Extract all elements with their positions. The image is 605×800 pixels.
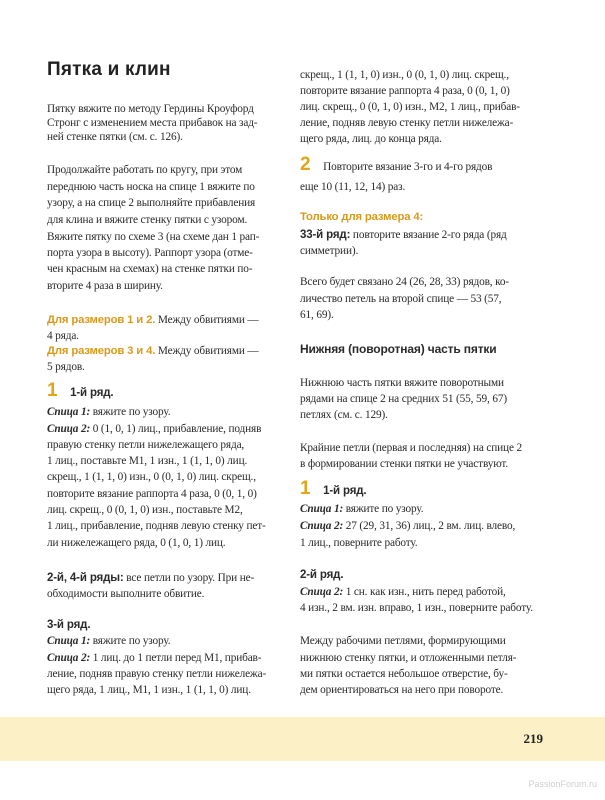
text-line: повторите вязание раппорта 4 раза, 0 (0, 1, 0) xyxy=(47,488,257,500)
needle-label: Спица 1: xyxy=(47,406,91,418)
row-text: все петли по узору. При не- xyxy=(123,572,255,584)
text-line: щего ряда, 1 лиц., М1, 1 изн., 1 (1, 1, 0) лиц. xyxy=(47,684,251,696)
row-title: 1-й ряд. xyxy=(70,387,114,399)
step-number: 1 xyxy=(47,380,58,401)
needle-label: Спица 1: xyxy=(300,503,344,515)
needle-text: 1 лиц. до 1 петли перед М1, прибав- xyxy=(90,652,262,664)
text-line: 4 изн., 2 вм. изн. вправо, 1 изн., поверните работу. xyxy=(300,602,533,614)
text-line: Нижнюю часть пятки вяжите поворотными xyxy=(300,377,504,389)
row-2-title: 2-й ряд. xyxy=(300,569,344,581)
text-line: еще 10 (11, 12, 14) раз. xyxy=(300,181,406,193)
text-line: в формировании стенки пятки не участвуют. xyxy=(300,458,508,470)
row-3-title: 3-й ряд. xyxy=(47,619,91,631)
needle-2-line xyxy=(47,422,261,436)
text-line: 1 лиц., поставьте М1, 1 изн., 1 (1, 1, 0) лиц. xyxy=(47,455,248,467)
watermark: PassionForum.ru xyxy=(528,779,597,789)
needle-1-line xyxy=(300,502,423,516)
sizes-3-4-line xyxy=(47,344,259,358)
text-line: нижнюю стенку пятки, и отложенными петля- xyxy=(300,652,517,664)
text-line: лиц. скрещ., 0 (0, 1, 0) изн., М2, 1 лиц., прибав- xyxy=(300,101,520,113)
needle-text: вяжите по узору. xyxy=(90,635,171,647)
needle-1-line xyxy=(47,405,170,419)
step-1-heading xyxy=(300,478,367,499)
row-3-needle-1 xyxy=(47,634,170,648)
footer-band xyxy=(0,717,605,761)
text-line: Вяжите пятку по схеме 3 (на схеме дан 1 рап- xyxy=(47,231,260,243)
text-line: вторите 4 раза в ширину. xyxy=(47,280,163,292)
text-line: повторите вязание раппорта 4 раза, 0 (0, 1, 0) xyxy=(300,85,510,97)
text-line: ление, подняв левую стенку петли нижележа- xyxy=(300,117,514,129)
needle-text: вяжите по узору. xyxy=(343,503,424,515)
text-line: переднюю часть носка на спице 1 вяжите по xyxy=(47,181,255,193)
sizes-1-2-line xyxy=(47,313,259,327)
text-line: лиц. скрещ., 0 (0, 1, 0) изн., поставьте М2, xyxy=(47,504,243,516)
row-label: 33-й ряд: xyxy=(300,229,351,241)
text-line: петлях (см. с. 129). xyxy=(300,409,388,421)
row-3-needle-2 xyxy=(47,651,261,665)
text-line: ление, подняв правую стенку петли нижележа- xyxy=(47,668,267,680)
text-line: порта узора в высоту). Раппорт узора (отме- xyxy=(47,247,253,259)
needle-label: Спица 2: xyxy=(47,652,91,664)
page-title: Пятка и клин xyxy=(47,59,171,80)
needle-label: Спица 1: xyxy=(47,635,91,647)
text-line: 61, 69). xyxy=(300,309,334,321)
needle-text: 1 сн. как изн., нить перед работой, xyxy=(343,586,506,598)
text-line: 1 лиц., поверните работу. xyxy=(300,537,418,549)
text-line: Всего будет связано 24 (26, 28, 33) рядов, ко- xyxy=(300,276,509,288)
text-line: рядами на спице 2 на средних 51 (55, 59, 67) xyxy=(300,393,507,405)
text-line: для клина и вяжите стенку пятки с узором. xyxy=(47,214,248,226)
step-1-heading xyxy=(47,380,114,401)
sizes-3-4-text: Между обвитиями — xyxy=(155,345,259,357)
text-line: щего ряда, лиц. до конца ряда. xyxy=(300,133,442,145)
text-line: узору, а на спице 2 выполняйте прибавления xyxy=(47,197,256,209)
needle-label: Спица 2: xyxy=(47,423,91,435)
text-line: ли нижележащего ряда, 0 (1, 0, 1) лиц. xyxy=(47,537,226,549)
needle-text: вяжите по узору. xyxy=(90,406,171,418)
text-line: личество петель на второй спице — 53 (57, xyxy=(300,293,502,305)
text-line: дем ориентироваться на него при повороте. xyxy=(300,684,504,696)
row-text: повторите вязание 2-го ряда (ряд xyxy=(350,229,507,241)
needle-text: 27 (29, 31, 36) лиц., 2 вм. лиц. влево, xyxy=(343,520,516,532)
step-number: 2 xyxy=(300,154,311,175)
sizes-1-2-label: Для размеров 1 и 2. xyxy=(47,314,156,326)
text-line: 5 рядов. xyxy=(47,361,85,373)
page-number: 219 xyxy=(523,731,543,746)
text-line: скрещ., 1 (1, 1, 0) изн., 0 (0, 1, 0) лиц. скрещ., xyxy=(47,471,256,483)
step-number: 1 xyxy=(300,478,311,499)
sizes-1-2-text: Между обвитиями — xyxy=(155,314,259,326)
step-text: Повторите вязание 3-го и 4-го рядов xyxy=(323,161,493,173)
text-line: Пятку вяжите по методу Гердины Кроуфорд xyxy=(47,103,254,115)
needle-label: Спица 2: xyxy=(300,520,344,532)
text-line: правую стенку петли нижележащего ряда, xyxy=(47,439,245,451)
text-line: Продолжайте работать по кругу, при этом xyxy=(47,164,243,176)
text-line: Между рабочими петлями, формирующими xyxy=(300,635,506,647)
section-heading: Нижняя (поворотная) часть пятки xyxy=(300,342,497,356)
text-line: 1 лиц., прибавление, подняв левую стенку пет- xyxy=(47,520,266,532)
text-line: симметрии). xyxy=(300,245,359,257)
row-label: 2-й, 4-й ряды: xyxy=(47,572,124,584)
sizes-3-4-label: Для размеров 3 и 4. xyxy=(47,345,156,357)
text-line: скрещ., 1 (1, 1, 0) изн., 0 (0, 1, 0) лиц. скрещ., xyxy=(300,69,509,81)
needle-label: Спица 2: xyxy=(300,586,344,598)
row-2-needle-line xyxy=(300,585,506,599)
text-line: чен красным на схемах) на стенке пятки по- xyxy=(47,263,253,275)
text-line: ми пятки остается небольшое отверстие, бу- xyxy=(300,668,508,680)
text-line: Крайние петли (первая и последняя) на спице 2 xyxy=(300,442,522,454)
step-2-line xyxy=(300,154,493,175)
rows-2-4-line xyxy=(47,571,254,585)
row-title: 1-й ряд. xyxy=(323,485,367,497)
text-line: Стронг с изменением места прибавок на зад- xyxy=(47,117,258,129)
size-4-label: Только для размера 4: xyxy=(300,211,424,223)
needle-2-line xyxy=(300,519,515,533)
row-33-line xyxy=(300,228,507,242)
needle-text: 0 (1, 0, 1) лиц., прибавление, подняв xyxy=(90,423,262,435)
text-line: обходимости выполните обвитие. xyxy=(47,588,205,600)
text-line: ней стенке пятки (см. с. 126). xyxy=(47,131,183,143)
text-line: 4 ряда. xyxy=(47,330,79,342)
